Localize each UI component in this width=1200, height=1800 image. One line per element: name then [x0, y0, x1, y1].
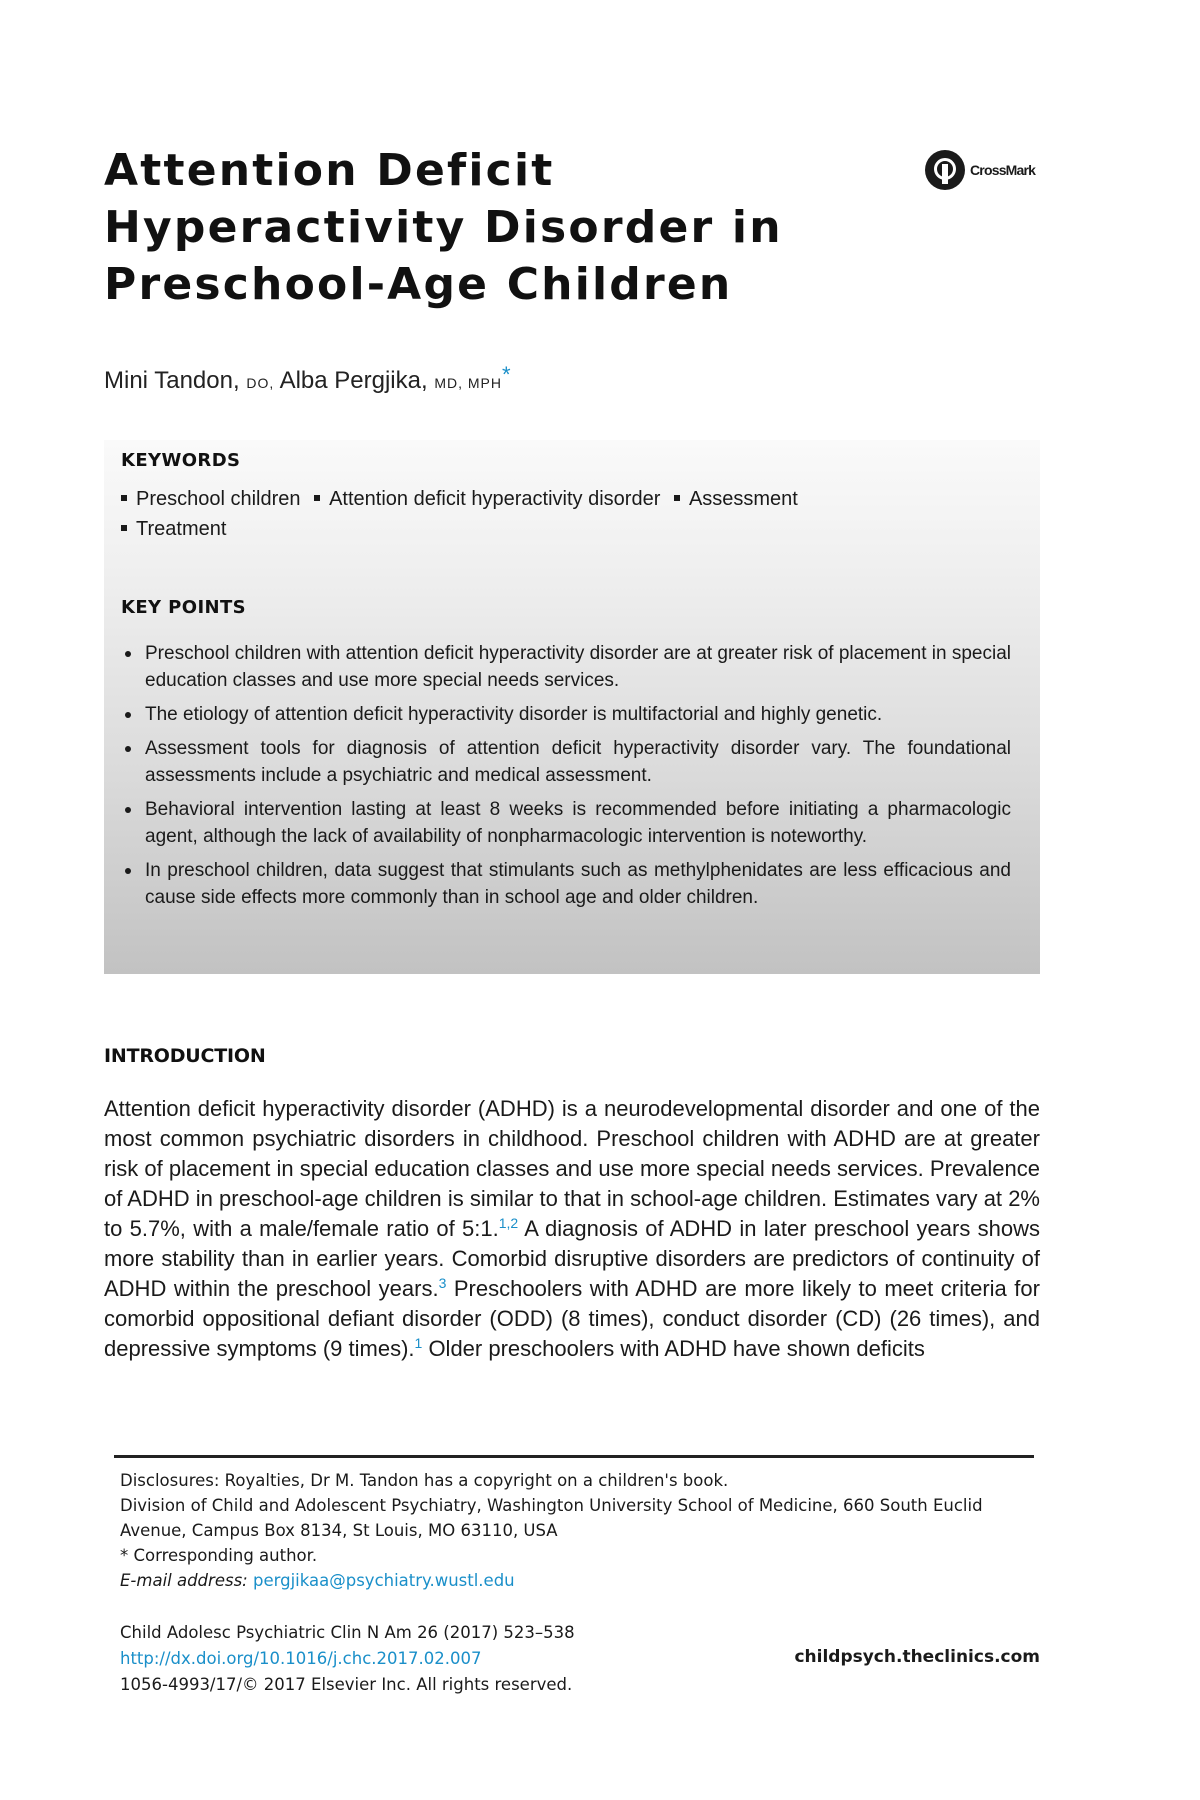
email-line — [120, 1568, 1032, 1593]
footnotes — [120, 1468, 1032, 1593]
key-point-item: Preschool children with attention deficit hyperactivity disorder are at greater risk of placement in special education classes and use more special needs services. — [121, 640, 1011, 694]
journal-info — [120, 1620, 575, 1698]
body-text-segment: Older preschoolers with ADHD have shown deficits — [422, 1336, 925, 1361]
key-point-item: Assessment tools for diagnosis of attention deficit hyperactivity disorder vary. The foundational assessments include a psychiatric and medical assessment. — [121, 735, 1011, 789]
introduction-heading: INTRODUCTION — [104, 1045, 266, 1067]
article-title: Attention Deficit Hyperactivity Disorder in Preschool-Age Children — [104, 145, 783, 310]
abstract-box — [104, 440, 1040, 974]
key-point-item: The etiology of attention deficit hyperactivity disorder is multifactorial and highly genetic. — [121, 701, 1011, 728]
reference-link[interactable]: 1 — [414, 1335, 423, 1351]
disclosures-note: Disclosures: Royalties, Dr M. Tandon has a copyright on a children's book. — [120, 1471, 729, 1490]
reference-link[interactable]: 3 — [438, 1275, 447, 1291]
body-text-segment: Preschoolers with ADHD are more likely to meet criteria for comorbid oppositional defiant disorder (ODD) (8 times), conduct disorder (CD) (26 times), and depressive symptoms (9 times). — [104, 1276, 1040, 1361]
corresponding-author-note: * Corresponding author. — [120, 1546, 318, 1565]
key-points-list — [121, 640, 1011, 918]
keywords-list — [121, 484, 1021, 544]
author-degrees: DO, — [246, 375, 275, 391]
email-label: E-mail address: — [120, 1571, 248, 1590]
introduction-paragraph — [104, 1094, 1040, 1364]
reference-link[interactable]: 1,2 — [498, 1215, 519, 1231]
journal-citation: Child Adolesc Psychiatric Clin N Am 26 (2017) 523–538 — [120, 1623, 575, 1642]
key-point-item: In preschool children, data suggest that stimulants such as methylphenidates are less efficacious and cause side effects more commonly than in school age and older children. — [121, 857, 1011, 911]
affiliation-note: Division of Child and Adolescent Psychiatry, Washington University School of Medicine, 660 South Euclid Avenue, Campus Box 8134, St Louis, MO 63110, USA — [120, 1496, 983, 1540]
crossmark-label: CrossMark — [970, 162, 1036, 178]
keywords-heading: KEYWORDS — [121, 450, 241, 471]
keyword-item: Assessment — [674, 488, 798, 510]
copyright-line: 1056-4993/17/© 2017 Elsevier Inc. All rights reserved. — [120, 1675, 573, 1694]
key-point-item: Behavioral intervention lasting at least 8 weeks is recommended before initiating a pharmacologic agent, although the lack of availability of nonpharmacologic intervention is noteworthy. — [121, 796, 1011, 850]
crossmark-icon — [925, 150, 965, 190]
keyword-item: Preschool children — [121, 488, 301, 510]
journal-website-link[interactable]: childpsych.theclinics.com — [794, 1647, 1040, 1667]
author-degrees: MD, MPH — [434, 375, 502, 391]
crossmark-badge[interactable] — [925, 150, 1035, 190]
doi-link[interactable]: http://dx.doi.org/10.1016/j.chc.2017.02.007 — [120, 1649, 482, 1668]
corresponding-author-mark[interactable]: * — [501, 362, 511, 387]
key-points-heading: KEY POINTS — [121, 597, 247, 618]
author-name: Alba Pergjika, — [279, 367, 428, 394]
email-link[interactable]: pergjikaa@psychiatry.wustl.edu — [252, 1571, 515, 1590]
author-name: Mini Tandon, — [104, 367, 240, 394]
author-line — [104, 362, 511, 395]
footnote-divider — [114, 1455, 1034, 1458]
body-text-segment: A diagnosis of ADHD in later preschool years shows more stability than in earlier years. Comorbid disruptive disorders are predictors of continuity of ADHD within the preschool years. — [104, 1216, 1040, 1301]
keyword-item: Treatment — [121, 518, 226, 540]
keyword-item: Attention deficit hyperactivity disorder — [314, 488, 660, 510]
body-text-segment: Attention deficit hyperactivity disorder (ADHD) is a neurodevelopmental disorder and one of the most common psychiatric disorders in childhood. Preschool children with ADHD are at greater risk of placement in special education classes and use more special needs services. Prevalence of ADHD in preschool-age children is similar to that in school-age children. Estimates vary at 2% to 5.7%, with a male/female ratio of 5:1. — [104, 1096, 1040, 1241]
